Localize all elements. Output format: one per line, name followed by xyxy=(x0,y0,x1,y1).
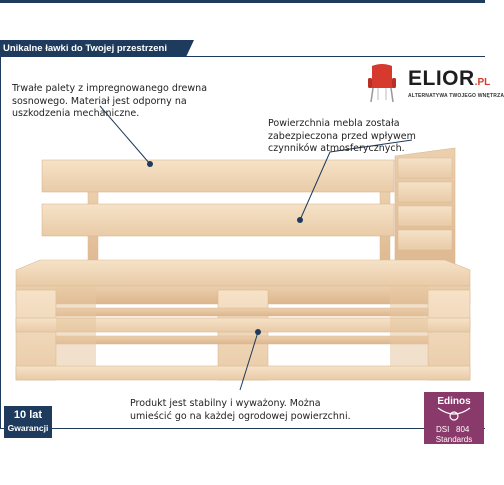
logo-tagline: ALTERNATYWA TWOJEGO WNĘTRZA xyxy=(408,93,504,99)
guarantee-badge xyxy=(4,406,52,438)
edinos-name: Edinos xyxy=(437,396,471,407)
edinos-prefix: DSI xyxy=(436,425,450,434)
logo-name: ELIOR xyxy=(408,67,475,90)
banner-corner xyxy=(186,40,194,57)
top-border xyxy=(0,0,485,3)
red-chair-icon xyxy=(362,62,402,106)
edinos-number: 804 xyxy=(456,425,470,434)
edinos-label: Standards xyxy=(435,435,473,444)
pallet-bench-image xyxy=(0,140,485,390)
note-protection: Powierzchnia mebla została zabezpieczona przed wpływem czynników atmosferycznych. xyxy=(268,118,416,154)
banner-title: Unikalne ławki do Twojej przestrzeni xyxy=(0,40,186,57)
guarantee-value: 10 lat xyxy=(13,409,43,421)
note-material: Trwałe palety z impregnowanego drewna sosnowego. Materiał jest odporny na uszkodzenia mechaniczne. xyxy=(12,83,208,119)
edinos-certificate-icon xyxy=(424,392,484,444)
guarantee-label: Gwarancji xyxy=(7,423,49,433)
logo-domain: .PL xyxy=(474,77,491,88)
frame-bottom xyxy=(0,428,485,429)
elior-logo[interactable] xyxy=(362,62,504,106)
banner-underline xyxy=(186,56,485,57)
note-stability: Produkt jest stabilny i wyważony. Można umieścić go na każdej ogrodowej powierzchni. xyxy=(130,398,351,422)
logo-wordmark xyxy=(408,67,490,91)
